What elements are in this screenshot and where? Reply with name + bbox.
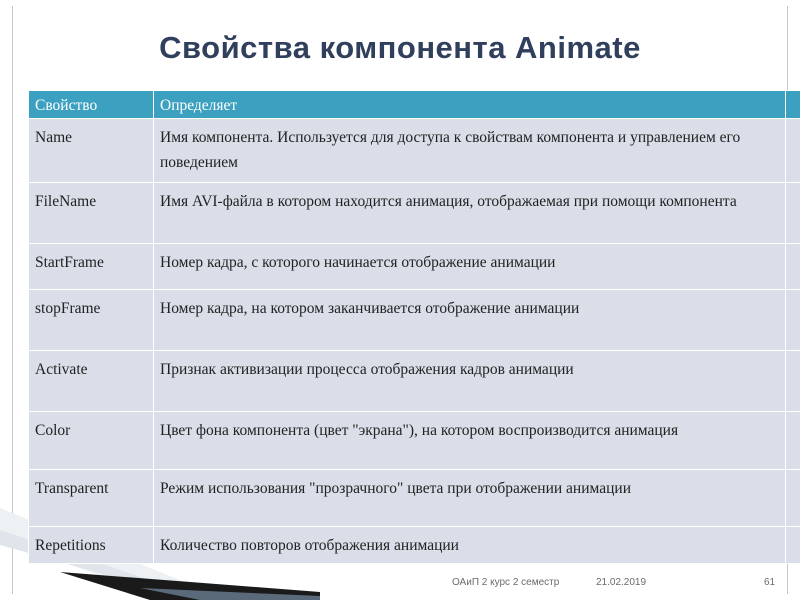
table-row [29,470,800,527]
filler-cell [786,244,800,290]
header-description: Определяет [154,91,786,119]
table-row [29,244,800,290]
table-header-row [29,91,800,119]
filler-cell [786,119,800,183]
filler-cell [786,183,800,244]
property-cell: FileName [29,183,154,244]
description-cell: Номер кадра, на котором заканчивается отображение анимации [154,290,786,351]
footer-page-number: 61 [764,577,776,588]
footer-date: 21.02.2019 [596,577,647,588]
filler-cell [786,351,800,412]
property-cell: Color [29,412,154,470]
table-row [29,183,800,244]
table-row [29,412,800,470]
footer-course: ОАиП 2 курс 2 семестр [452,577,560,588]
property-cell: StartFrame [29,244,154,290]
description-cell: Режим использования "прозрачного" цвета при отображении анимации [154,470,786,527]
table-row [29,290,800,351]
property-cell: Transparent [29,470,154,527]
description-cell: Признак активизации процесса отображения кадров анимации [154,351,786,412]
description-cell: Имя компонента. Используется для доступа к свойствам компонента и управлением его поведением [154,119,786,183]
property-cell: Repetitions [29,527,154,564]
description-cell: Количество повторов отображения анимации [154,527,786,564]
table-row [29,351,800,412]
table-row [29,119,800,183]
table-row [29,527,800,564]
property-cell: Activate [29,351,154,412]
filler-cell [786,290,800,351]
header-property: Свойство [29,91,154,119]
header-filler [786,91,800,119]
filler-cell [786,470,800,527]
description-cell: Имя AVI-файла в котором находится анимация, отображаемая при помощи компонента [154,183,786,244]
properties-table [28,90,800,564]
filler-cell [786,527,800,564]
slide-title: Свойства компонента Animate [159,30,641,65]
description-cell: Цвет фона компонента (цвет "экрана"), на котором воспроизводится анимация [154,412,786,470]
property-cell: stopFrame [29,290,154,351]
filler-cell [786,412,800,470]
property-cell: Name [29,119,154,183]
description-cell: Номер кадра, с которого начинается отображение анимации [154,244,786,290]
